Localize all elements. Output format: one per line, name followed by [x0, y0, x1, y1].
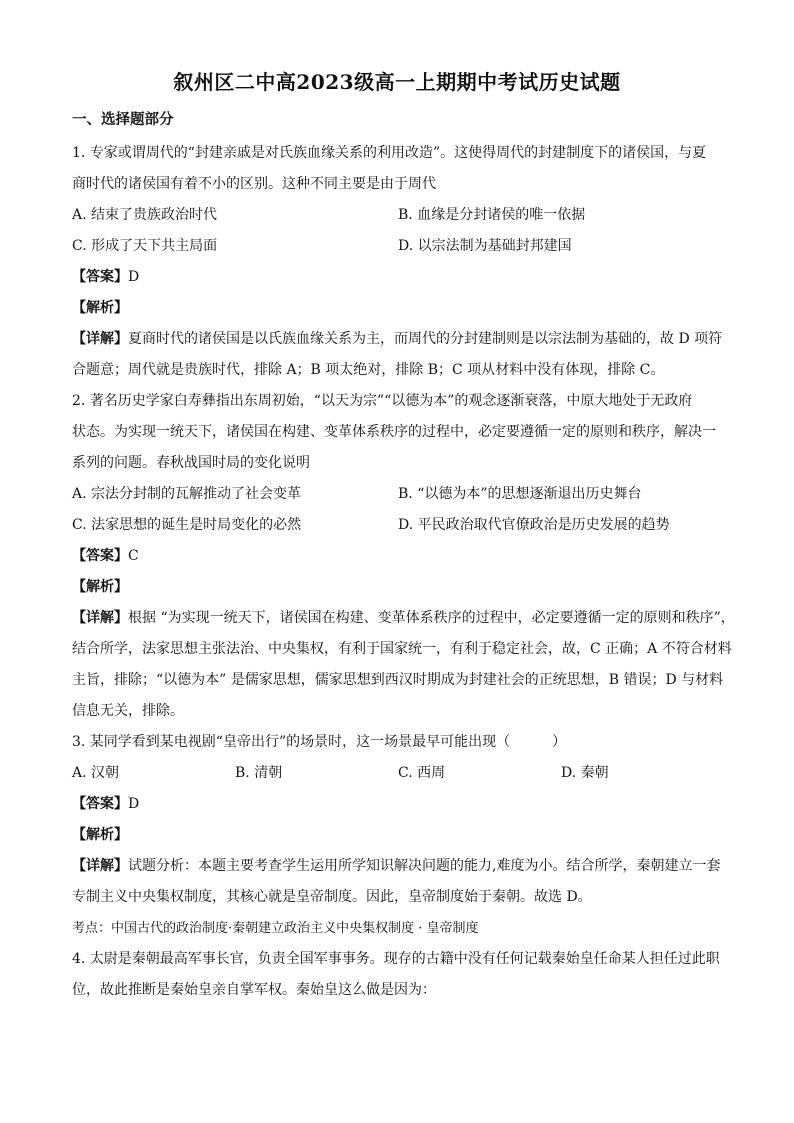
question-3-analysis-label: 【解析】 — [72, 827, 128, 843]
question-2-detail-line-2: 结合所学，法家思想主张法治、中央集权，有利于国家统一，有利于稳定社会，故，C 正确；A 不符合材料 — [72, 641, 732, 657]
answer-label: 【答案】 — [72, 269, 128, 285]
question-1-option-c: C. 形成了天下共主局面 — [72, 238, 218, 254]
question-2-stem-line-1: 2. 著名历史学家白寿彝指出东周初始，“以天为宗”“以德为本”的观念逐渐衰落，中原大地处于无政府 — [72, 393, 693, 409]
question-3-option-d: D. 秦朝 — [561, 765, 609, 781]
detail-label: 【详解】 — [72, 610, 128, 626]
question-2-option-b: B. “以德为本”的思想逐渐退出历史舞台 — [398, 486, 642, 502]
question-1-analysis-label: 【解析】 — [72, 300, 128, 316]
question-3-stem-line-1: 3. 某同学看到某电视剧“皇帝出行”的场景时，这一场景最早可能出现（ ） — [72, 734, 567, 750]
question-2-stem-line-3: 系列的问题。春秋战国时局的变化说明 — [72, 455, 310, 471]
question-3-detail-line-2: 专制主义中央集权制度，其核心就是皇帝制度。因此，皇帝制度始于秦朝。故选 D。 — [72, 889, 592, 905]
answer-label: 【答案】 — [72, 796, 128, 812]
question-2-option-c: C. 法家思想的诞生是时局变化的必然 — [72, 517, 302, 533]
detail-text: 夏商时代的诸侯国是以氏族血缘关系为主，而周代的分封建制则是以宗法制为基础的，故 D 项符 — [128, 331, 723, 347]
question-2-detail-line-3: 主旨，排除；“以德为本” 是儒家思想，儒家思想到西汉时期成为封建社会的正统思想，B 错误；D 与材料 — [72, 672, 724, 688]
question-1-options-row-1 — [72, 200, 724, 231]
question-1-detail-line-2: 合题意；周代就是贵族时代，排除 A；B 项太绝对，排除 B；C 项从材料中没有体现，排除 C。 — [72, 362, 665, 378]
question-1-stem-line-1: 1. 专家或谓周代的“封建亲戚是对氏族血缘关系的利用改造”。这使得周代的封建制度下的诸侯国，与夏 — [72, 145, 707, 161]
question-1-option-a: A. 结束了贵族政治时代 — [72, 207, 218, 223]
question-2-option-a: A. 宗法分封制的瓦解推动了社会变革 — [72, 486, 302, 502]
question-1-answer — [72, 262, 724, 293]
question-3-detail-line-1 — [72, 851, 724, 882]
page-title: 叙州区二中高2023级高一上期期中考试历史试题 — [173, 70, 621, 94]
question-1-stem-line-2: 商时代的诸侯国有着不小的区别。这种不同主要是由于周代 — [72, 176, 436, 192]
detail-text: 试题分析：本题主要考查学生运用所学知识解决问题的能力,难度为小。结合所学，秦朝建立一套 — [128, 858, 721, 874]
question-1-option-d: D. 以宗法制为基础封邦建国 — [398, 238, 572, 254]
question-3-answer — [72, 789, 724, 820]
section-heading: 一、选择题部分 — [72, 111, 174, 128]
detail-text: 根据 “为实现一统天下，诸侯国在构建、变革体系秩序的过程中，必定要遵循一定的原则和秩序”， — [128, 610, 735, 626]
answer-value: C — [128, 548, 139, 564]
question-2-options-row-2 — [72, 510, 724, 541]
question-1-options-row-2 — [72, 231, 724, 262]
question-2-detail-line-1 — [72, 603, 735, 634]
question-3-option-a: A. 汉朝 — [72, 765, 120, 781]
question-2-option-d: D. 平民政治取代官僚政治是历史发展的趋势 — [398, 517, 670, 533]
question-3-options-row — [72, 758, 724, 789]
answer-value: D — [128, 269, 140, 285]
question-3-exam-point: 考点：中国古代的政治制度·秦朝建立政治主义中央集权制度 · 皇帝制度 — [72, 921, 479, 936]
detail-label: 【详解】 — [72, 331, 128, 347]
question-1-detail-line-1 — [72, 324, 724, 355]
answer-label: 【答案】 — [72, 548, 128, 564]
question-1-option-b: B. 血缘是分封诸侯的唯一依据 — [398, 207, 586, 223]
question-2-stem-line-2: 状态。为实现一统天下，诸侯国在构建、变革体系秩序的过程中，必定要遵循一定的原则和秩序，解决一 — [72, 424, 716, 440]
question-2-options-row-1 — [72, 479, 724, 510]
question-2-detail-line-4: 信息无关，排除。 — [72, 703, 184, 719]
question-2-analysis-label: 【解析】 — [72, 579, 128, 595]
answer-value: D — [128, 796, 140, 812]
detail-label: 【详解】 — [72, 858, 128, 874]
question-4-stem-line-1: 4. 太尉是秦朝最高军事长官，负责全国军事事务。现存的古籍中没有任何记载秦始皇任命某人担任过此职 — [72, 951, 720, 967]
document-body — [72, 138, 735, 1006]
question-3-option-b: B. 清朝 — [235, 765, 283, 781]
question-3-option-c: C. 西周 — [398, 765, 446, 781]
question-2-answer — [72, 541, 724, 572]
question-4-stem-line-2: 位，故此推断是秦始皇亲自掌军权。秦始皇这么做是因为： — [72, 982, 436, 998]
